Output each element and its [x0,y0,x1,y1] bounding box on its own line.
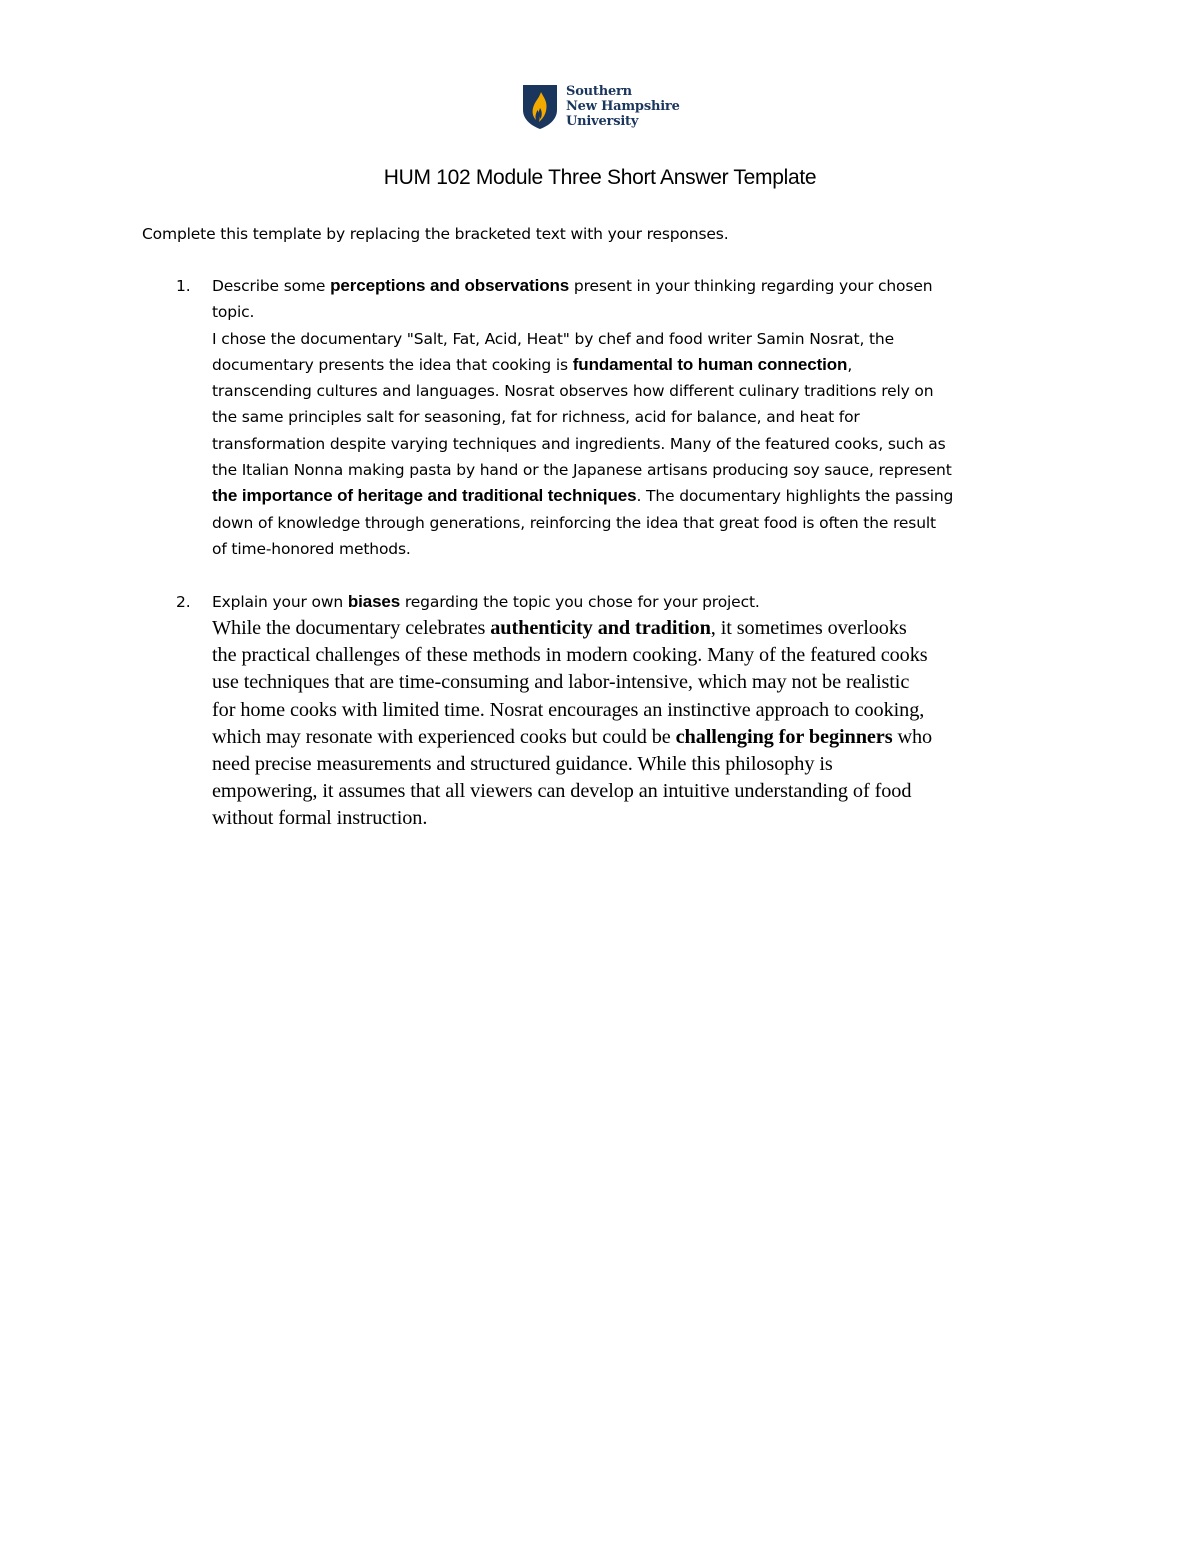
answer-line: the Italian Nonna making pasta by hand or the Japanese artisans producing soy sauce, represent [212,461,952,480]
prompt-text: regarding the topic you chose for your project. [400,593,760,611]
answer-text: which may resonate with experienced cooks but could be [212,725,676,748]
answer-line: I chose the documentary "Salt, Fat, Acid, Heat" by chef and food writer Samin Nosrat, the [212,329,894,348]
answer-emphasis: authenticity and tradition [490,617,711,640]
prompt-text: present in your thinking regarding your chosen [569,277,933,295]
logo-line-3: University [566,114,639,129]
answer-line [212,724,1076,751]
question-1 [176,273,1076,562]
answer-block [212,615,1076,832]
answer-line: the practical challenges of these methods in modern cooking. Many of the featured cooks [212,644,928,667]
answer-line: use techniques that are time-consuming and labor-intensive, which may not be realistic [212,671,910,694]
answer-text: , it sometimes overlooks [710,617,907,640]
answer-text: documentary presents the idea that cooking is [212,355,573,374]
answer-line: without formal instruction. [212,806,428,829]
question-prompt [212,589,1076,615]
question-prompt [212,273,1076,299]
question-number: 2. [176,593,191,611]
logo-line-2: New Hampshire [566,99,680,114]
answer-line: need precise measurements and structured guidance. While this philosophy is [212,752,833,775]
logo-line-1: Southern [566,84,632,99]
answer-line [212,352,1076,378]
answer-line [212,615,1076,642]
document-title: HUM 102 Module Three Short Answer Template [383,166,817,189]
answer-emphasis: challenging for beginners [675,725,893,748]
answer-emphasis: the importance of heritage and traditional techniques [212,486,637,506]
answer-line: transcending cultures and languages. Nosrat observes how different culinary traditions rely on [212,382,934,401]
answer-line: for home cooks with limited time. Nosrat encourages an instinctive approach to cooking, [212,698,925,721]
university-logo [522,84,680,130]
prompt-text: Describe some [212,277,331,295]
answer-text: , [847,355,853,374]
question-body [212,589,1076,832]
answer-line [212,483,1076,509]
prompt-emphasis: biases [347,592,401,611]
shield-flame-icon [522,84,558,130]
answer-emphasis: fundamental to human connection [572,354,848,374]
prompt-text: Explain your own [212,593,348,611]
answer-line: empowering, it assumes that all viewers can develop an intuitive understanding of food [212,779,912,802]
answer-text: While the documentary celebrates [212,617,491,640]
answer-line: of time-honored methods. [212,539,411,558]
question-body [212,273,1076,562]
question-number: 1. [176,277,191,295]
question-2 [176,589,1076,832]
answer-line: the same principles salt for seasoning, fat for richness, acid for balance, and heat for [212,408,860,427]
answer-text: . The documentary highlights the passing [636,487,954,506]
question-prompt: topic. [212,303,255,322]
answer-text: who [892,725,933,748]
answer-line: down of knowledge through generations, reinforcing the idea that great food is often the result [212,513,936,532]
answer-line: transformation despite varying techniques and ingredients. Many of the featured cooks, such as [212,434,946,453]
prompt-emphasis: perceptions and observations [330,276,570,295]
instructions: Complete this template by replacing the bracketed text with your responses. [142,225,729,243]
logo-wordmark [566,84,680,129]
